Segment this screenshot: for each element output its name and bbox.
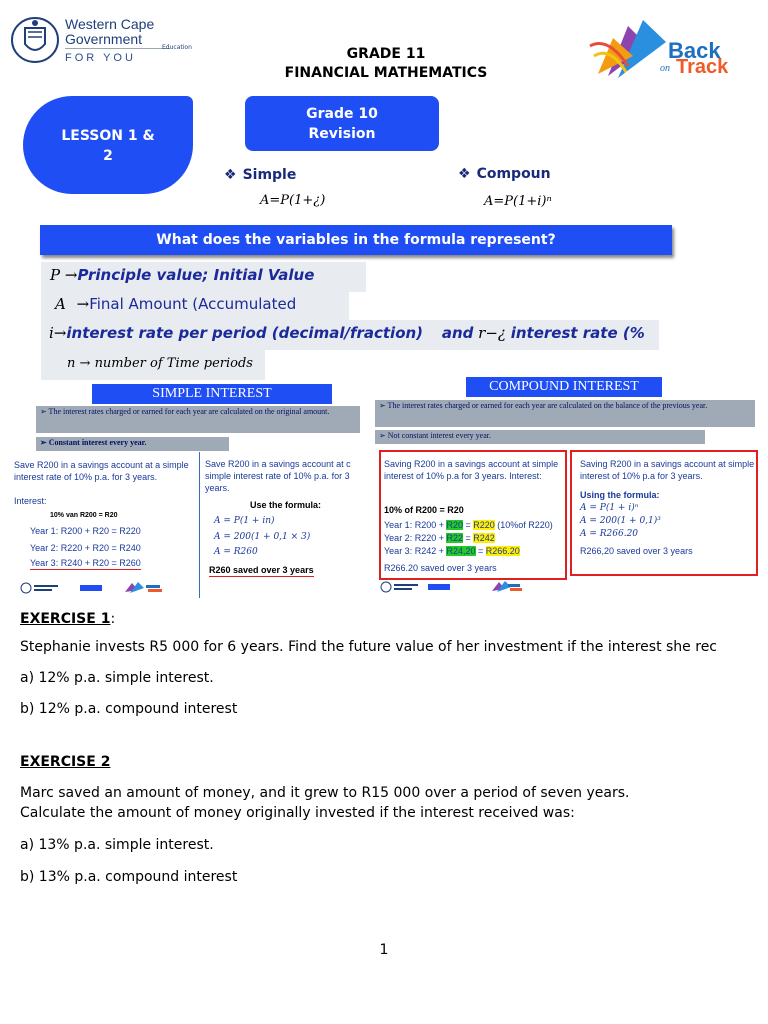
arrow-icon: → (76, 295, 90, 313)
footer-logos-icon (380, 581, 530, 593)
simple-right-use: Use the formula: (250, 500, 322, 510)
compound-left-year2: Year 2: R220 + R22 = R242 (384, 533, 495, 543)
compound-left-calc: 10% of R200 = R20 (384, 505, 464, 515)
r-description: interest rate (% (510, 324, 645, 342)
org-name-line2: Government (65, 31, 143, 47)
arrow-icon: → (53, 324, 67, 342)
brand-track: Track (676, 56, 729, 78)
question-banner: What does the variables in the formula represent? (40, 225, 672, 255)
slide-footer-logos (380, 581, 530, 593)
compound-right-intro: Saving R200 in a savings account at simple interest of 10% p.a for 3 years. (580, 459, 755, 481)
exercise2-text-line1: Marc saved an amount of money, and it grew to R15 000 over a period of seven years. (20, 785, 630, 801)
diamond-bullet-icon: ❖ (458, 166, 471, 182)
compound-left-intro: Saving R200 in a savings account at simple interest of 10% p.a for 3 years. Interest: (384, 459, 559, 481)
p-description: Principle value; Initial Value (77, 266, 315, 284)
exercise1-part-a: a) 12% p.a. simple interest. (20, 670, 214, 686)
p-symbol: P (50, 266, 61, 284)
org-name-line1: Western Cape (65, 16, 155, 32)
revision-line2: Revision (308, 126, 376, 142)
exercise1-part-b: b) 12% p.a. compound interest (20, 701, 238, 717)
a-description: Final Amount (Accumulated (89, 295, 297, 313)
variable-row-p (41, 262, 366, 292)
slide-footer-logos (20, 582, 170, 594)
brand-on: on (660, 63, 670, 74)
org-department: Education (162, 44, 192, 51)
simple-left-intro: Save R200 in a savings account at a simple interest rate of 10% p.a. for 3 years. (14, 460, 189, 482)
back-on-track-logo (588, 16, 748, 82)
lesson-line2: 2 (103, 148, 113, 164)
simple-left-year3: Year 3: R240 + R20 = R260 (30, 558, 141, 568)
simple-right-f3: A = R260 (214, 547, 258, 557)
i-description: interest rate per period (decimal/fraction) (66, 324, 424, 342)
simple-bullet-2: ➢ Constant interest every year. (36, 437, 229, 451)
variable-row-a (41, 292, 349, 320)
variable-row-n (41, 350, 265, 380)
compound-left-saved: R266.20 saved over 3 years (384, 563, 497, 573)
compound-left-year1: Year 1: R200 + R20 = R220 (10%of R220) (384, 520, 553, 530)
n-description: number of Time periods (94, 356, 253, 371)
exercise2-heading: EXERCISE 2 (20, 754, 111, 770)
org-tagline: FOR YOU (65, 52, 136, 64)
r-symbol: r−¿ (478, 324, 506, 342)
compound-right-box (570, 450, 758, 576)
variable-row-i (41, 320, 659, 350)
and-word: and (441, 324, 474, 342)
revision-line1: Grade 10 (306, 106, 378, 122)
compound-right-saved: R266,20 saved over 3 years (580, 546, 693, 556)
compound-heading (458, 166, 551, 182)
simple-left-calc: 10% van R200 = R20 (50, 512, 118, 519)
exercise2-part-a: a) 13% p.a. simple interest. (20, 837, 214, 853)
simple-bullet-1: ➢ The interest rates charged or earned for each year are calculated on the original amount. (36, 406, 360, 433)
coat-of-arms-icon (10, 16, 60, 64)
western-cape-government-logo (10, 12, 195, 68)
simple-left-year1: Year 1: R200 + R20 = R220 (30, 526, 141, 536)
revision-badge (245, 96, 439, 151)
diamond-bullet-icon: ❖ (224, 167, 237, 183)
page-number: 1 (379, 942, 389, 958)
simple-label: Simple (242, 167, 297, 183)
simple-left-year2: Year 2: R220 + R20 = R240 (30, 543, 141, 553)
simple-heading (224, 167, 296, 183)
simple-right-f2: A = 200(1 + 0,1 × 3) (214, 532, 311, 542)
exercise2-part-b: b) 13% p.a. compound interest (20, 869, 238, 885)
brand-back: Back (668, 38, 721, 63)
n-symbol: n (67, 356, 76, 371)
lesson-badge (23, 96, 193, 194)
compound-right-f2: A = 200(1 + 0,1)³ (580, 516, 661, 526)
arrow-icon: → (64, 266, 78, 284)
simple-left-interest: Interest: (14, 496, 47, 506)
compound-right-f1: A = P(1 + i)ⁿ (580, 503, 639, 513)
arrow-icon: → (79, 356, 91, 371)
doc-title-subject: FINANCIAL MATHEMATICS (284, 65, 488, 81)
compound-left-year3: Year 3: R242 + R24,20 = R266.20 (384, 546, 520, 556)
exercise1-text: Stephanie invests R5 000 for 6 years. Find the future value of her investment if the interest she rec (20, 639, 717, 655)
simple-right-saved: R260 saved over 3 years (209, 565, 314, 575)
lesson-line1: LESSON 1 & (61, 128, 155, 144)
footer-logos-icon (20, 582, 170, 594)
exercise2-text-line2: Calculate the amount of money originally invested if the interest received was: (20, 805, 575, 821)
exercise1-heading: EXERCISE 1: (20, 611, 116, 627)
simple-interest-header: SIMPLE INTEREST (92, 384, 332, 404)
compound-left-box (379, 450, 567, 580)
doc-title-grade: GRADE 11 (346, 46, 426, 62)
simple-right-intro: Save R200 in a savings account at c simple interest rate of 10% p.a. for 3 years. (205, 459, 351, 493)
slide-divider (199, 452, 200, 598)
simple-formula: A=P(1+¿) (260, 193, 326, 208)
compound-bullet-2: ➢ Not constant interest every year. (375, 430, 705, 444)
logo-divider (65, 48, 170, 49)
a-symbol: A (55, 295, 66, 313)
compound-right-use: Using the formula: (580, 490, 660, 500)
compound-formula: A=P(1+i)ⁿ (484, 194, 552, 209)
compound-bullet-1: ➢ The interest rates charged or earned for each year are calculated on the balance of the previous year. (375, 400, 755, 427)
compound-right-f3: A = R266.20 (580, 529, 639, 539)
compound-label: Compoun (476, 166, 551, 182)
simple-right-f1: A = P(1 + in) (214, 516, 275, 526)
i-symbol: i (49, 324, 54, 342)
compound-interest-header: COMPOUND INTEREST (466, 377, 662, 397)
